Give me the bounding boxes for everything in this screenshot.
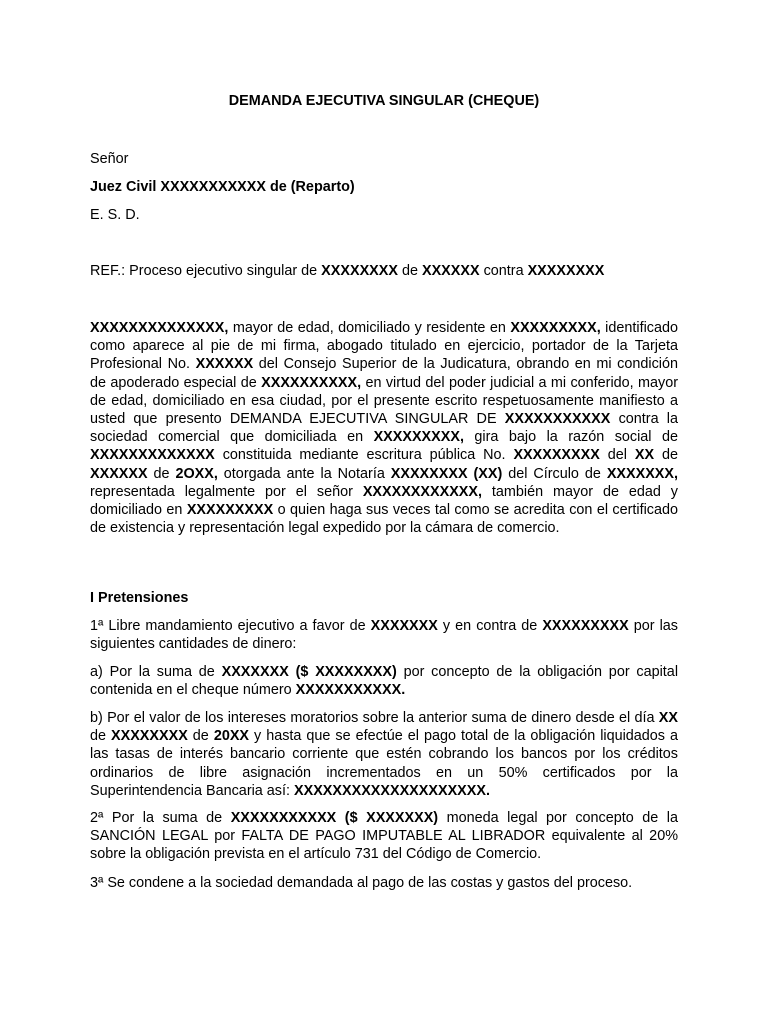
placeholder: XXXXXXXXXXX.	[295, 682, 406, 699]
salutation: Señor	[90, 151, 129, 167]
section-heading-text: I Pretensiones	[90, 590, 189, 606]
placeholder: XXXXXXX,	[606, 465, 678, 482]
placeholder: XXXXXXXXX	[186, 502, 274, 519]
text-run: del Consejo Superior de la Judicatura, obrando en mi condición de apoderado especial de	[90, 356, 678, 391]
intro-paragraph	[90, 319, 678, 537]
text-run: a) Por la suma de	[90, 664, 222, 680]
text-run: también mayor de edad y domiciliado en	[90, 483, 678, 519]
text-run: b) Por el valor de los intereses moratorios sobre la anterior suma de dinero desde el día	[90, 710, 659, 726]
placeholder: XXXXXXXXX,	[373, 429, 464, 446]
text-run: mayor de edad, domiciliado y residente en	[228, 320, 511, 336]
text-run: por las siguientes cantidades de dinero:	[90, 618, 678, 653]
judge-text: Juez Civil XXXXXXXXXXX de (Reparto)	[90, 179, 355, 195]
text-run: y en contra de	[437, 618, 543, 634]
text-run: de	[147, 465, 176, 482]
placeholder: 20XX	[213, 728, 250, 745]
text-run: por concepto de la obligación por capital contenida en el cheque número	[90, 664, 679, 699]
section-heading	[90, 589, 678, 607]
pretension-3: 3ª Se condene a la sociedad demandada al pago de las costas y gastos del proceso.	[90, 875, 633, 891]
esd-line: E. S. D.	[90, 207, 140, 223]
placeholder: XXXXXXXXXXXX,	[362, 483, 482, 500]
text-run: o quien haga sus veces tal como se acredita con el certificado de existencia y representación legal expedido por la cámara de comercio.	[90, 502, 679, 537]
text-run: constituida mediante escritura pública No.	[214, 447, 514, 464]
pretension-1b	[90, 709, 678, 800]
text-run: de	[654, 447, 678, 464]
title-text: DEMANDA EJECUTIVA SINGULAR (CHEQUE)	[228, 93, 540, 109]
pretension-1a	[90, 663, 678, 699]
placeholder: XXXXXX	[90, 465, 148, 482]
placeholder: XXXXXXXX (XX)	[390, 465, 503, 482]
text-run: en virtud del poder judicial a mi conferido, mayor de edad, domiciliado en esa ciudad, por el presente escrito respetuosamente manifiesto a usted que presento DEMANDA EJECUTIVA SINGULAR DE	[90, 374, 679, 428]
text-run: contra la sociedad comercial que domiciliada en	[90, 411, 678, 446]
text-run: de	[187, 728, 214, 745]
placeholder: XXXXXXXXX	[513, 447, 600, 464]
document-title	[90, 92, 678, 110]
placeholder: XXXXXXXXX	[542, 618, 629, 634]
placeholder: XXXXXXXXXX,	[261, 374, 362, 391]
placeholder: XX	[634, 447, 655, 464]
ref-placeholder: XXXXXXXX	[527, 263, 605, 279]
text-run: del	[599, 447, 635, 464]
placeholder: 2OXX,	[175, 465, 218, 482]
placeholder: XXXXXXXXXXXXXX,	[90, 320, 229, 336]
text-run: de	[90, 728, 112, 745]
text-run: y hasta que se efectúe el pago total de la obligación liquidados a las tasas de interés bancario corriente que estén cobrando los bancos por los créditos ordinarios de libre asignación incrementados en un 50% certificados por la Superintendencia Bancaria así:	[90, 728, 678, 799]
text-run: gira bajo la razón social de	[463, 429, 678, 446]
placeholder: XX	[658, 710, 678, 726]
reference-line	[90, 262, 678, 280]
placeholder: XXXXXXXXXXX	[504, 411, 611, 428]
placeholder: XXXXXXXXXXXXX	[90, 447, 215, 464]
text-run: otorgada ante la Notaría	[217, 465, 391, 482]
placeholder: XXXXXXX	[370, 618, 438, 634]
pretension-2	[90, 809, 678, 864]
pretension-1	[90, 617, 678, 653]
text-run: 1ª Libre mandamiento ejecutivo a favor de	[90, 618, 371, 634]
ref-text: de	[397, 263, 422, 279]
placeholder: XXXXXXXXXXX ($ XXXXXXX)	[230, 810, 439, 826]
placeholder: XXXXXXXX	[111, 728, 188, 745]
text-run: moneda legal por concepto de la SANCIÓN LEGAL por FALTA DE PAGO IMPUTABLE AL LIBRADOR equivalente al 20% sobre la obligación prevista en el artículo 731 del Código de Comercio.	[90, 810, 678, 863]
text-run: identificado como aparece al pie de mi firma, abogado titulado en ejercicio, portador de la Tarjeta Profesional No.	[90, 320, 678, 373]
text-run: representada legalmente por el señor	[90, 483, 363, 500]
placeholder: XXXXXXXXX,	[510, 320, 601, 336]
ref-placeholder: XXXXXXXX	[321, 263, 398, 279]
ref-placeholder: XXXXXX	[421, 263, 480, 279]
placeholder: XXXXXXXXXXXXXXXXXXXX.	[294, 782, 490, 799]
text-run: del Círculo de	[502, 465, 607, 482]
placeholder: XXXXXXX ($ XXXXXXXX)	[221, 664, 397, 680]
text-run: 2ª Por la suma de	[90, 810, 231, 826]
judge-line	[90, 178, 678, 196]
ref-text: contra	[479, 263, 528, 279]
ref-text: REF.: Proceso ejecutivo singular de	[90, 263, 322, 279]
placeholder: XXXXXX	[195, 356, 254, 373]
